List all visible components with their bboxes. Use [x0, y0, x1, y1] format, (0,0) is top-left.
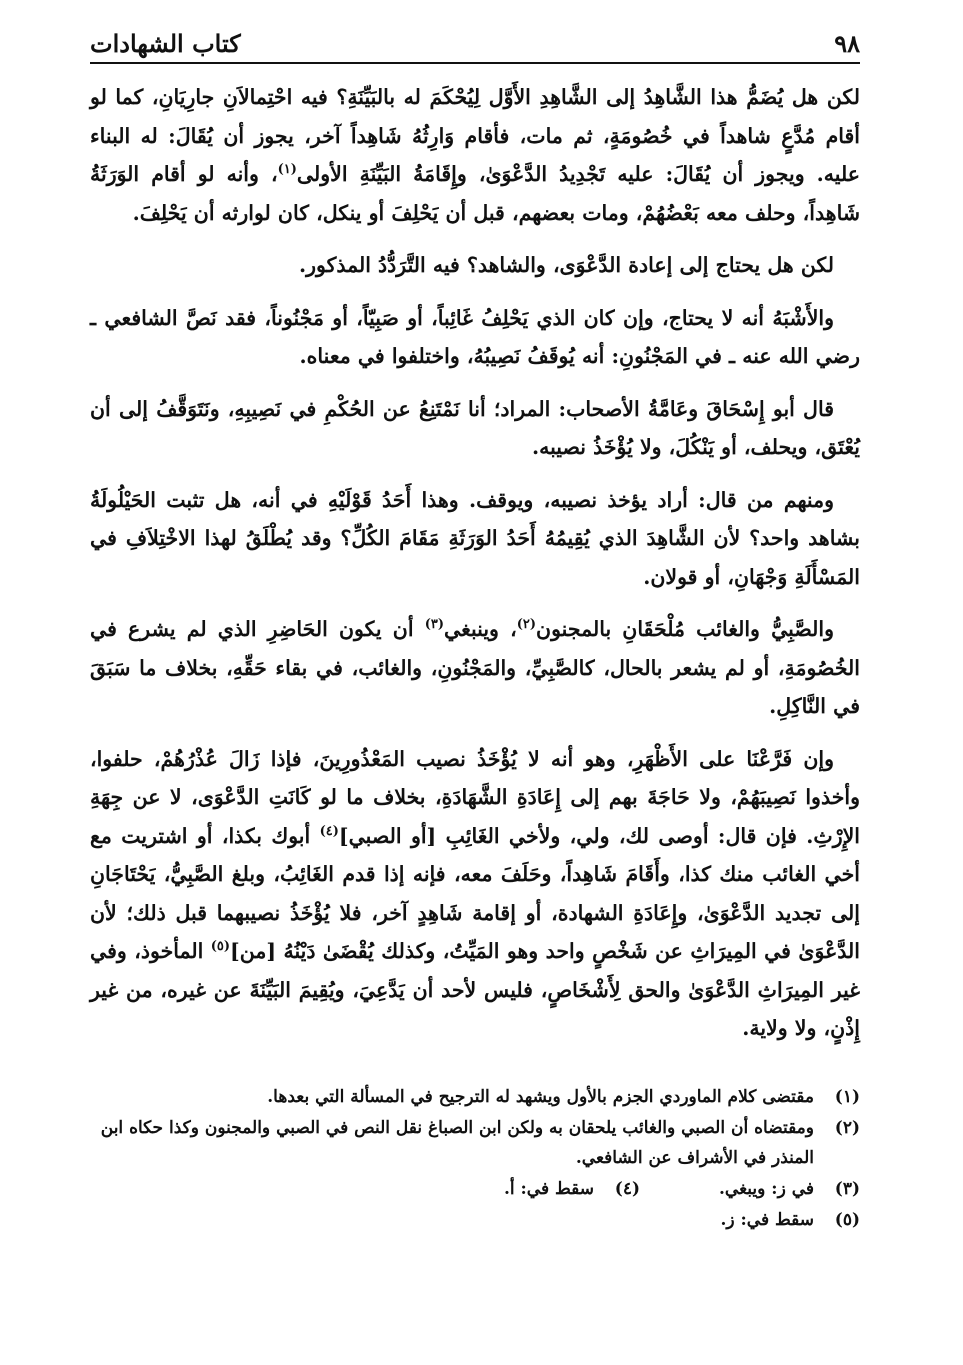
footnote-ref: (٥) [210, 939, 231, 955]
footnote-text: ومقتضاه أن الصبي والغائب يلحقان به ولكن ابن الصباغ نقل النص في الصبي والمجنون وكذا حكاه ابن المنذر في الأشراف عن الشافعي. [100, 1117, 814, 1168]
footnote-ref: (٤) [319, 823, 339, 839]
paragraph: ومنهم من قال: أراد يؤخذ نصيبه، ويوقف. وهذا أَحَدُ قَوْلَيْهِ في أنه، هل تثبت الحَيْلُولَةُ بشاهد واحد؟ لأن الشَّاهِدَ الذي يُقِيمُهُ أَحَدُ الوَرَثَةِ مَقَامَ الكُلِّ؟ وقد يُطْلَقُ لهذا الاخْتِلاَفِ في المَسْأَلَةِ وَجْهَانِ، أو قولان. [90, 487, 860, 589]
page-number: ٩٨ [834, 29, 860, 58]
footnote-number: (٣) [834, 1178, 860, 1199]
document-page [90, 18, 860, 1236]
footnote-ref: (٣) [424, 617, 444, 633]
footnote-number: (٤) [614, 1178, 640, 1199]
paragraph: وإن فَرَّعْنَا على الأَظْهَرِ، وهو أنه لا يُؤْخَذُ نصيب المَعْذُورِينَ، فإذا زَالَ عُذْرُهُمْ، حلفوا، وأخذوا نَصِيبَهُمْ، ولا حَاجَةَ بهم إلى إِعَادَةِ الشَّهَادَةِ، بخلاف ما لو كَانَتِ الدَّعْوَى، لا عن جِهَةِ الإِرْثِ. فإن قال: أوصى لك، ولي، ولأخي الغَائِبِ [أو الصبي]$^{(٤)}$ أبوك بكذا، أو اشتريت مع أخي الغائب منك كذا، وأَقَامَ شَاهِداً، وحَلَفَ معه، فإنه إذا قدم الغَائِبُ، وبلغ الصَّبِيُّ، يَحْتَاجَانِ إلى تجديد الدَّعْوَىٰ، وإِعَادَةِ الشهادة، أو إقامة شَاهِدٍ آخر، فلا يُؤْخَذُ نصيبهما قبل ذلك؛ لأن الدَّعْوَىٰ في المِيرَاثِ عن شَخْصٍ واحد وهو المَيِّتُ، وكذلك يُقْضَىٰ دَيْنُهُ [من]$^{(٥)}$ المأخوذ، وفي غير المِيرَاثِ الدَّعْوَىٰ والحق لِأَشْخَاصٍ، فليس لأحد أن يَدَّعِيَ، ويُقِيمَ البَيِّنَةَ عن غيره، من غير إِذْنٍ، ولا ولاية. [90, 746, 860, 1040]
footnote-text: مقتضى كلام الماوردي الجزم بالأول ويشهد له الترجيح في المسألة التي بعدها. [267, 1086, 814, 1107]
paragraph: لكن هل يُضَمُّ هذا الشَّاهِدُ إلى الشَّاهِدِ الأَوَّل لِيُحْكَمَ له بالبَيِّنَةِ؟ فيه احْتِمالاَنِ جارِيَانِ، كما لو أقام مُدَّعٍ شاهداً في خُصُومَةٍ، ثم مات، فأقام وَارِثُهُ شَاهِداً آخر، يجوز أن يُقَالَ: له البناء عليه. ويجوز أن يُقَالَ: عليه تَجْدِيدُ الدَّعْوَىٰ، وإِقَامَةُ البَيِّنَةِ الأولى$^{(١)}$، وأنه لو أقام الوَرَثَةُ شَاهِداً، وحلف معه بَعْضُهُمْ، ومات بعضهم، قبل أن يَحْلِفَ أو ينكل، كان لوارثه أن يَحْلِفَ. [90, 85, 860, 225]
main-text [90, 78, 860, 1048]
paragraph: لكن هل يحتاج إلى إعادة الدَّعْوَى، والشاهد؟ فيه التَّرَدُّدُ المذكور. [298, 253, 834, 277]
page-header [90, 18, 860, 58]
footnote [640, 1174, 860, 1204]
paragraph: قال أبو إِسْحَاقَ وعَامَّةُ الأصحاب: المراد؛ أنا نَمْتَنِعُ عن الحُكْمِ في نَصِيبِهِ، ونَتَوَقَّفُ إلى أن يُعْتَق، ويحلف، أو يَنْكُلَ، ولا يُؤْخَذُ نصيبه. [90, 396, 860, 459]
footnote [420, 1174, 640, 1204]
footnote [90, 1113, 860, 1173]
footnote-ref: (١) [277, 162, 297, 178]
footnote-text: سقط في: ز. [720, 1209, 814, 1230]
footnote-number: (١) [834, 1086, 860, 1107]
paragraph: والأَشْبَهُ أنه لا يحتاج، وإن كان الذي يَحْلِفُ غَائِباً، أو صَبِيّاً، أو مَجْنُوناً، فقد نَصَّ الشافعي ـ رضي الله عنه ـ في المَجْنُونِ: أنه يُوقَفُ نَصِيبُهُ، واختلفوا في معناه. [90, 305, 860, 368]
footnote-number: (٥) [834, 1209, 860, 1230]
paragraph: والصَّبِيُّ والغائب مُلْحَقَانِ بالمجنون$^{(٢)}$، وينبغي$^{(٣)}$ أن يكون الحَاضِرِ الذي لم يشرع في الخُصُومَةِ، أو لم يشعر بالحال، كالصَّبِيِّ، والمَجْنُونِ، والغائب، في بقاء حَقِّهِ، بخلاف ما سَبَقَ في النَّاكِلِ. [90, 617, 860, 718]
footnotes [90, 1082, 860, 1235]
book-title: كتاب الشهادات [90, 29, 241, 58]
footnote-row [90, 1174, 860, 1205]
footnote-number: (٢) [834, 1117, 860, 1138]
header-rule [90, 62, 860, 64]
footnote-ref: (٢) [516, 617, 537, 633]
footnote-text: في ز: ويبغي. [719, 1178, 814, 1199]
footnote-text: سقط في: أ. [503, 1178, 594, 1199]
footnote [90, 1205, 860, 1235]
footnote [90, 1082, 860, 1112]
